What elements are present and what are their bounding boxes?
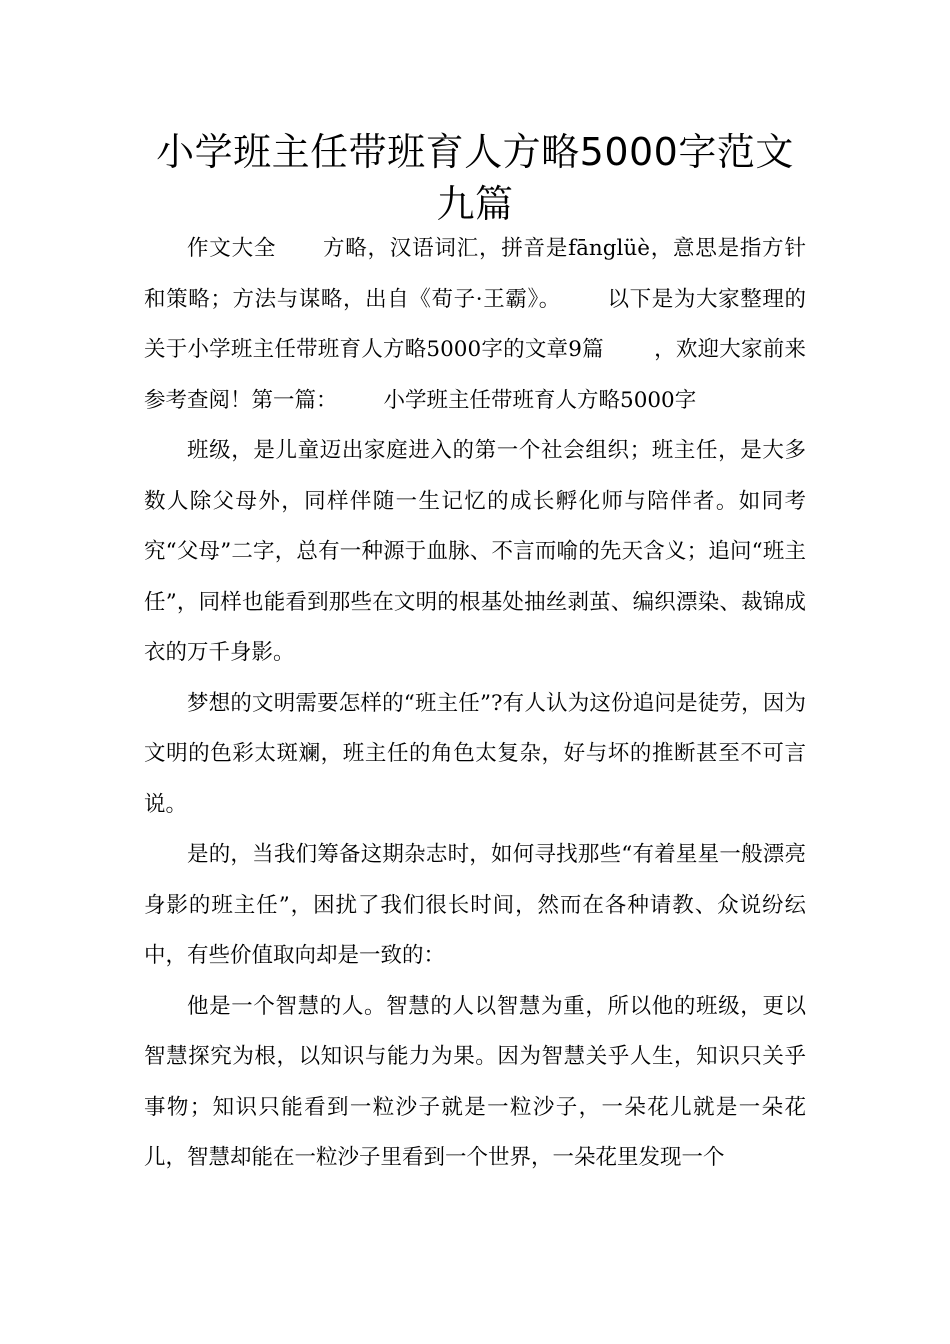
body-paragraph: 他是一个智慧的人。智慧的人以智慧为重，所以他的班级，更以智慧探究为根，以知识与能力为果。因为智慧关乎人生，知识只关乎事物；知识只能看到一粒沙子就是一粒沙子，一朵花儿就是一朵花儿，智慧却能在一粒沙子里看到一个世界，一朵花里发现一个	[144, 993, 806, 1170]
document-title	[120, 126, 830, 230]
document-body	[144, 224, 806, 1184]
intro-text-2: 以下是为大家整理的关于小学班主任带班育人方略5000字的文章9篇	[144, 286, 806, 362]
body-paragraph: 是的，当我们筹备这期杂志时，如何寻找那些“有着星星一般漂亮身影的班主任”，困扰了我们很长时间，然而在各种请教、众说纷纭中，有些价值取向却是一致的：	[144, 842, 806, 968]
intro-text-1: 方略，汉语词汇，拼音是fānglüè，意思是指方针和策略；方法与谋略，出自《荀子·王霸》。	[144, 236, 806, 312]
intro-label: 作文大全	[187, 236, 277, 261]
intro-text-3: ，欢迎大家前来参考查阅！第一篇：	[144, 337, 806, 413]
body-paragraph: 班级，是儿童迈出家庭进入的第一个社会组织；班主任，是大多数人除父母外，同样伴随一生记忆的成长孵化师与陪伴者。如同考究“父母”二字，总有一种源于血脉、不言而喻的先天含义；追问“班主任”，同样也能看到那些在文明的根基处抽丝剥茧、编织漂染、裁锦成衣的万千身影。	[144, 438, 806, 665]
intro-paragraph	[144, 224, 806, 426]
intro-text-4: 小学班主任带班育人方略5000字	[383, 387, 697, 413]
body-paragraph: 梦想的文明需要怎样的“班主任”?有人认为这份追问是徒劳，因为文明的色彩太斑斓，班主任的角色太复杂，好与坏的推断甚至不可言说。	[144, 690, 806, 817]
title-line-1: 小学班主任带班育人方略5000字范文	[156, 130, 794, 174]
title-line-2: 九篇	[436, 182, 514, 226]
